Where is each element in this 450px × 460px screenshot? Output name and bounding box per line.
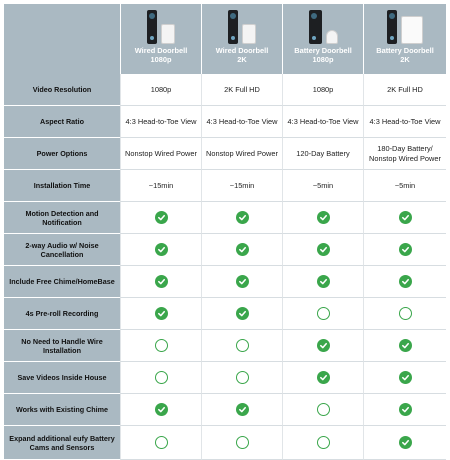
empty-circle-icon (236, 339, 249, 352)
check-icon (236, 403, 249, 416)
comparison-table (4, 4, 446, 452)
table-cell: 1080p (120, 74, 201, 106)
table-cell (363, 362, 446, 394)
table-cell (363, 426, 446, 460)
table-cell (201, 330, 282, 362)
check-icon (399, 211, 412, 224)
row-label: No Need to Handle Wire Installation (4, 330, 120, 362)
table-cell (282, 362, 363, 394)
check-icon (236, 211, 249, 224)
table-cell: Nonstop Wired Power (201, 138, 282, 170)
empty-circle-icon (236, 436, 249, 449)
check-icon (399, 436, 412, 449)
check-icon (236, 275, 249, 288)
table-cell: ~5min (363, 170, 446, 202)
check-icon (317, 371, 330, 384)
column-title: Wired Doorbell (215, 46, 269, 55)
table-cell: 4:3 Head-to-Toe View (201, 106, 282, 138)
table-cell (363, 330, 446, 362)
product-image (147, 8, 175, 44)
check-icon (317, 243, 330, 256)
table-cell: 4:3 Head-to-Toe View (282, 106, 363, 138)
row-label: Power Options (4, 138, 120, 170)
column-subtitle: 2K (237, 54, 247, 64)
check-icon (317, 339, 330, 352)
column-header (363, 4, 446, 74)
table-cell (201, 234, 282, 266)
doorbell-icon (228, 10, 238, 44)
product-image (228, 8, 256, 44)
table-cell (363, 266, 446, 298)
table-cell (282, 298, 363, 330)
column-header (120, 4, 201, 74)
table-cell: 4:3 Head-to-Toe View (120, 106, 201, 138)
table-cell: 120-Day Battery (282, 138, 363, 170)
check-icon (399, 275, 412, 288)
table-cell: Nonstop Wired Power (120, 138, 201, 170)
check-icon (317, 211, 330, 224)
table-cell (282, 234, 363, 266)
table-cell (120, 202, 201, 234)
table-cell: 180-Day Battery/ Nonstop Wired Power (363, 138, 446, 170)
table-cell (201, 202, 282, 234)
chime-icon (161, 24, 175, 44)
column-header (201, 4, 282, 74)
column-title: Battery Doorbell (376, 46, 434, 55)
product-image (309, 8, 338, 44)
table-cell: 2K Full HD (201, 74, 282, 106)
table-cell (363, 202, 446, 234)
table-cell (201, 394, 282, 426)
check-icon (155, 275, 168, 288)
table-cell (201, 266, 282, 298)
table-cell (120, 394, 201, 426)
check-icon (155, 403, 168, 416)
empty-circle-icon (155, 339, 168, 352)
row-label: 4s Pre-roll Recording (4, 298, 120, 330)
row-label: Include Free Chime/HomeBase (4, 266, 120, 298)
table-cell (363, 394, 446, 426)
column-title: Wired Doorbell (134, 46, 188, 55)
table-cell: ~15min (201, 170, 282, 202)
empty-circle-icon (317, 307, 330, 320)
column-title: Battery Doorbell (294, 46, 352, 55)
table-cell (120, 266, 201, 298)
table-cell (120, 298, 201, 330)
doorbell-icon (309, 10, 322, 44)
empty-circle-icon (155, 436, 168, 449)
check-icon (236, 243, 249, 256)
table-cell (363, 234, 446, 266)
row-label: Video Resolution (4, 74, 120, 106)
table-cell: ~5min (282, 170, 363, 202)
table-cell: ~15min (120, 170, 201, 202)
row-label: Aspect Ratio (4, 106, 120, 138)
table-cell (201, 362, 282, 394)
check-icon (317, 275, 330, 288)
row-label: 2-way Audio w/ Noise Cancellation (4, 234, 120, 266)
check-icon (236, 307, 249, 320)
table-cell: 2K Full HD (363, 74, 446, 106)
homebase-icon (401, 16, 423, 44)
row-label: Motion Detection and Notification (4, 202, 120, 234)
table-cell: 1080p (282, 74, 363, 106)
table-cell (282, 394, 363, 426)
column-subtitle: 1080p (312, 54, 334, 64)
table-cell (282, 330, 363, 362)
chime-icon (326, 30, 338, 44)
empty-circle-icon (399, 307, 412, 320)
empty-circle-icon (155, 371, 168, 384)
column-subtitle: 2K (400, 54, 410, 64)
table-cell (201, 298, 282, 330)
check-icon (399, 403, 412, 416)
check-icon (155, 211, 168, 224)
row-label: Expand additional eufy Battery Cams and Sensors (4, 426, 120, 460)
table-cell (363, 298, 446, 330)
table-cell (120, 362, 201, 394)
chime-icon (242, 24, 256, 44)
check-icon (399, 339, 412, 352)
table-cell (120, 426, 201, 460)
product-image (387, 8, 423, 44)
table-cell (120, 330, 201, 362)
doorbell-icon (147, 10, 157, 44)
check-icon (155, 307, 168, 320)
table-cell (282, 202, 363, 234)
empty-circle-icon (317, 436, 330, 449)
table-cell (282, 266, 363, 298)
table-cell: 4:3 Head-to-Toe View (363, 106, 446, 138)
table-cell (282, 426, 363, 460)
table-cell (120, 234, 201, 266)
row-label: Installation Time (4, 170, 120, 202)
table-cell (201, 426, 282, 460)
empty-circle-icon (236, 371, 249, 384)
row-label: Works with Existing Chime (4, 394, 120, 426)
corner-cell (4, 4, 120, 74)
check-icon (399, 243, 412, 256)
column-header (282, 4, 363, 74)
column-subtitle: 1080p (150, 54, 172, 64)
row-label: Save Videos Inside House (4, 362, 120, 394)
check-icon (399, 371, 412, 384)
empty-circle-icon (317, 403, 330, 416)
check-icon (155, 243, 168, 256)
doorbell-icon (387, 10, 397, 44)
